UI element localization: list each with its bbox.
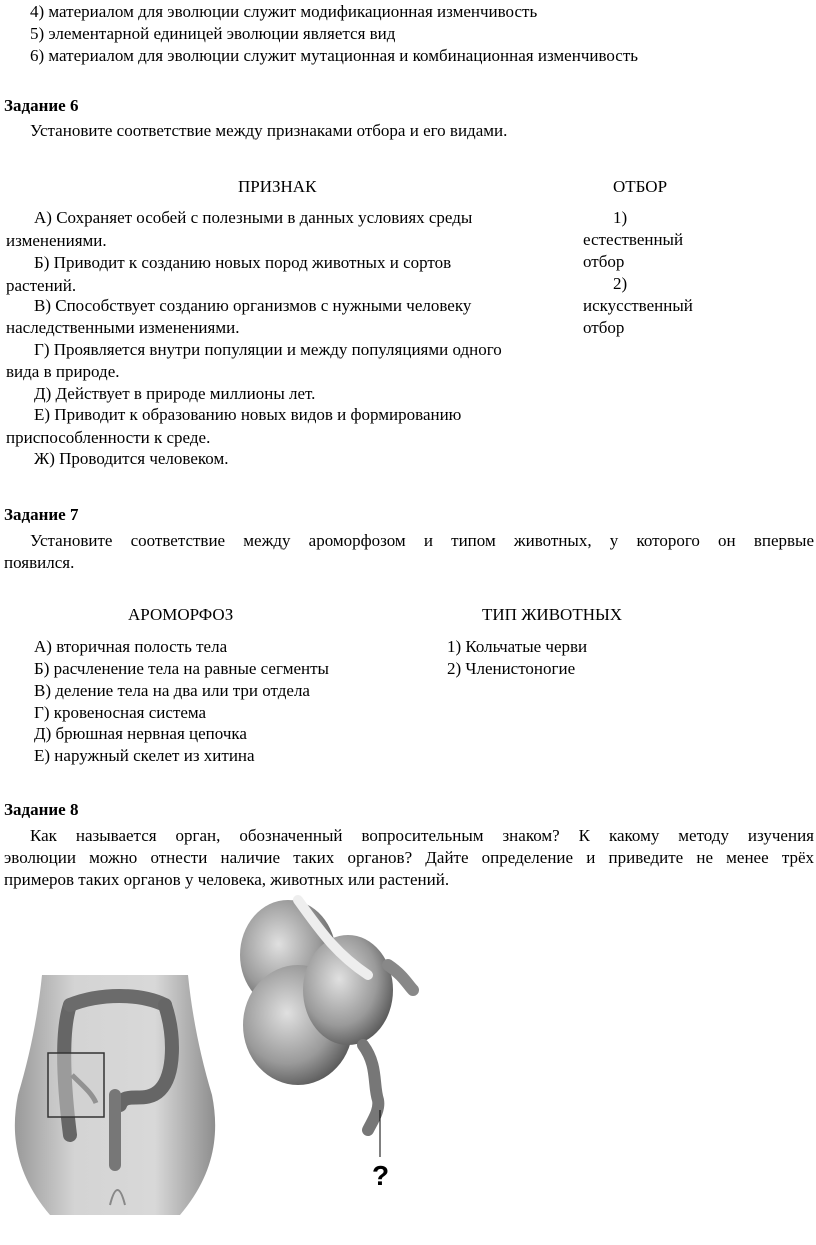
cecum-appendix-illustration: [228, 895, 428, 1195]
question-mark-label: ?: [372, 1160, 390, 1191]
task6-right-line: 2): [613, 274, 628, 293]
task8-line: примеров таких органов у человека, животных или растений.: [4, 870, 450, 889]
task6-left-line: В) Способствует созданию организмов с нужными человеку: [34, 296, 472, 315]
task8-line: Как называется орган, обозначенный вопросительным знаком? К какому методу изучения: [30, 826, 814, 845]
intro-item: 6) материалом для эволюции служит мутационная и комбинационная изменчивость: [30, 46, 639, 65]
task6-left-line: А) Сохраняет особей с полезными в данных условиях среды: [34, 208, 473, 227]
task7-col-left: АРОМОРФОЗ: [128, 605, 234, 624]
task6-left-line: Г) Проявляется внутри популяции и между популяциями одного: [34, 340, 502, 359]
task6-left-line: изменениями.: [6, 231, 107, 250]
task6-right-line: отбор: [583, 318, 625, 337]
task6-left-line: растений.: [6, 276, 77, 295]
task8-title: Задание 8: [4, 800, 79, 819]
task7-left-item: В) деление тела на два или три отдела: [34, 681, 310, 700]
task7-left-item: Г) кровеносная система: [34, 703, 207, 722]
task6-col-right: ОТБОР: [613, 177, 668, 196]
task7-left-item: Д) брюшная нервная цепочка: [34, 724, 247, 743]
task6-col-left: ПРИЗНАК: [238, 177, 317, 196]
task6-left-line: Д) Действует в природе миллионы лет.: [34, 384, 316, 403]
task7-left-item: А) вторичная полость тела: [34, 637, 228, 656]
task7-right-item: 2) Членистоногие: [447, 659, 576, 678]
task6-left-line: приспособленности к среде.: [6, 428, 211, 447]
task6-left-line: наследственными изменениями.: [6, 318, 240, 337]
task6-right-line: естественный: [583, 230, 684, 249]
task6-title: Задание 6: [4, 96, 79, 115]
task7-instruction-cont: появился.: [4, 553, 75, 572]
task7-col-right: ТИП ЖИВОТНЫХ: [482, 605, 623, 624]
task6-instruction: Установите соответствие между признаками отбора и его видами.: [30, 121, 508, 140]
intro-item: 5) элементарной единицей эволюции является вид: [30, 24, 396, 43]
task6-left-line: Е) Приводит к образованию новых видов и формированию: [34, 405, 462, 424]
intro-item: 4) материалом для эволюции служит модификационная изменчивость: [30, 2, 538, 21]
task6-right-line: 1): [613, 208, 628, 227]
task6-left-line: Б) Приводит к созданию новых пород животных и сортов: [34, 253, 452, 272]
torso-colon-illustration: [10, 975, 220, 1215]
task8-line: эволюции можно отнести наличие таких органов? Дайте определение и приведите не менее трёх: [4, 848, 814, 867]
task6-right-line: искусственный: [583, 296, 693, 315]
task7-left-item: Е) наружный скелет из хитина: [34, 746, 255, 765]
task6-left-line: вида в природе.: [6, 362, 120, 381]
task7-right-item: 1) Кольчатые черви: [447, 637, 588, 656]
task6-right-line: отбор: [583, 252, 625, 271]
task6-left-line: Ж) Проводится человеком.: [34, 449, 229, 468]
task7-instruction: Установите соответствие между ароморфозом и типом животных, у которого он впервые: [30, 531, 814, 550]
task7-title: Задание 7: [4, 505, 79, 524]
task7-left-item: Б) расчленение тела на равные сегменты: [34, 659, 329, 678]
